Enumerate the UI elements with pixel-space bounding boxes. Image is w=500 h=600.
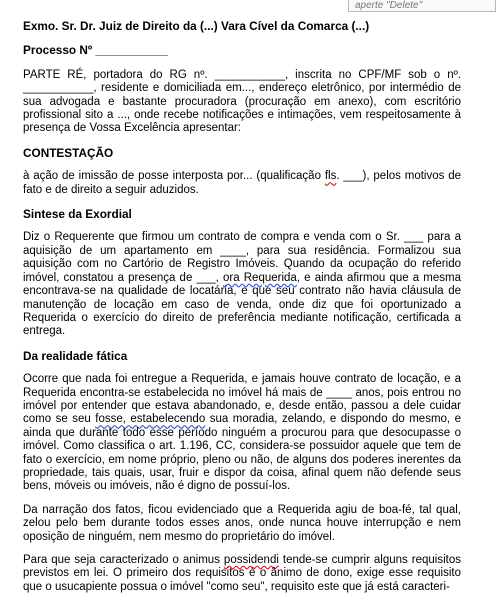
process-number: Processo Nº ___________ [23,43,168,58]
exordial-text-before: Diz o Requerente que firmou um contrato de compra e venda com o Sr. ___ para a aquisição de um apartamento em ____, para sua residência. Formalizou sua aquisição com no Cartório de Registro Imóveis. Quando da ocupação do referido imóvel, constatou a presença de ___, [23,231,461,284]
section-title-exordial: Sintese da Exordial [23,207,132,222]
exordial-text-after: , e ainda afirmou que a mesma encontrava-se na qualidade de locatária, e que seu contrato não havia cláusula de manutenção de locação em caso de venda, onde diz que foi oportunizado a Requerida o exercício do direito de preferência mediante notificação, certificada a entrega. [23,271,462,338]
delete-hint-text: aperte "Delete" [355,0,423,11]
spellcheck-flag: possidendi [223,554,279,566]
intro-paragraph: PARTE RÉ, portadora do RG nº. ___________, inscrita no CPF/MF sob o nº. ___________, residente e domiciliada em..., endereço eletrônico, por intermédio de sua advogada e bastante procuradora (procuração em anexo), com escritório profissional sito a ..., onde recebe notificações e intimações, vem respeitosamente à presença de Vossa Excelência apresentar: [23,68,461,135]
action-text-after: . ___), pelos motivos de fato e de direito a seguir aduzidos. [23,170,461,196]
realidade-paragraph-3 [23,554,461,594]
spellcheck-flag: fls [324,170,337,183]
realidade-paragraph-1 [23,373,461,494]
main-heading: CONTESTAÇÃO [23,145,114,160]
grammar-flag: fosse, estabelecendo [95,413,206,426]
document-page [23,20,461,594]
delete-hint-box [348,0,496,12]
realidade1-text-after: sua moradia, zelando, e dispondo do mesmo, e ainda que durante todo esse período ninguém a procurou para que desocupasse o imóvel. Como classifica o art. 1.196, CC, considera-se possuidor aquele que tem de fato o exercício, em nome próprio, pleno ou não, de alguns dos poderes inerentes da propriedade, tais quais, usar, fruir e dispor da coisa, afinal quem não defende seus bens, móveis ou imóveis, não é digno de possuí-los. [23,413,461,493]
realidade3-text-before: Para que seja caracterizado o animus [23,554,224,566]
realidade3-text-after: tende-se cumprir alguns requisitos previstos em lei. O primeiro dos requisitos é o ânimo de dono, exige esse requisito que o usucapiente possua o imóvel "como seu", requisito este que já está caracteri- [23,554,461,593]
section-title-realidade: Da realidade fática [23,348,128,363]
action-paragraph [23,170,461,197]
realidade1-text-before: Ocorre que nada foi entregue a Requerida, e jamais houve contrato de locação, e a Requerida encontra-se estabelecida no imóvel há mais de ____ anos, pois entrou no imóvel por entender que estava abandonado, e, desde então, passou a dele cuidar como se seu [23,373,461,426]
realidade-paragraph-2: Da narração dos fatos, ficou evidenciado que a Requerida agiu de boa-fé, tal qual, zelou pelo bem durante todos esses anos, onde nunca houve interrupção e nem oposição de ninguém, nem mesmo do proprietário do imóvel. [23,503,461,543]
addressee: Exmo. Sr. Dr. Juiz de Direito da (...) Vara Cível da Comarca (...) [23,19,370,33]
exordial-paragraph [23,231,461,338]
grammar-flag: ora Requerida [223,271,297,284]
action-text-before: à ação de imissão de posse interposta por... (qualificação [23,170,325,183]
